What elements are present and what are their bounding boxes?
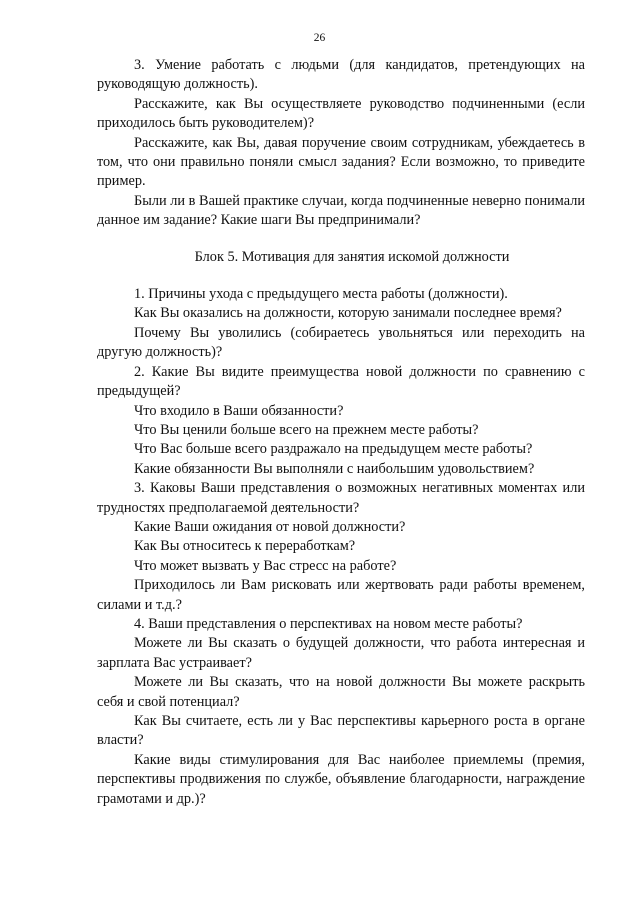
paragraph-item: 3. Каковы Ваши представления о возможных негативных моментах или трудностях предполагаемой деятельности? bbox=[97, 480, 585, 516]
paragraph-item: 4. Ваши представления о перспективах на новом месте работы? bbox=[134, 615, 523, 632]
spacer bbox=[97, 267, 585, 285]
document-body bbox=[97, 56, 585, 809]
paragraph-question: Как Вы относитесь к переработкам? bbox=[134, 538, 356, 555]
paragraph-question: Расскажите, как Вы осуществляете руководство подчиненными (если приходилось быть руководителем)? bbox=[97, 95, 585, 132]
paragraph-question: Как Вы оказались на должности, которую занимали последнее время? bbox=[134, 305, 562, 322]
paragraph-question: Как Вы считаете, есть ли у Вас перспективы карьерного роста в органе власти? bbox=[97, 713, 585, 749]
paragraph-question: Что может вызвать у Вас стресс на работе? bbox=[134, 557, 397, 574]
paragraph-question: Можете ли Вы сказать о будущей должности, что работа интересная и зарплата Вас устраивает? bbox=[97, 635, 585, 671]
paragraph-question: Почему Вы уволились (собираетесь увольняться или переходить на другую должность)? bbox=[97, 324, 585, 361]
paragraph-question: Что Вы ценили больше всего на прежнем месте работы? bbox=[134, 421, 479, 438]
paragraph-question: Какие виды стимулирования для Вас наиболее приемлемы (премия, перспективы продвижения по службе, объявление благодарности, награждение грамотами и др.)? bbox=[97, 751, 585, 807]
paragraph-skill-people: 3. Умение работать с людьми (для кандидатов, претендующих на руководящую должность). bbox=[97, 57, 585, 93]
paragraph-item: 2. Какие Вы видите преимущества новой должности по сравнению с предыдущей? bbox=[97, 363, 585, 400]
block-heading: Блок 5. Мотивация для занятия искомой должности bbox=[194, 248, 510, 265]
paragraph-question: Какие обязанности Вы выполняли с наибольшим удовольствием? bbox=[134, 460, 535, 477]
paragraph-question: Что входило в Ваши обязанности? bbox=[134, 402, 344, 419]
page-number: 26 bbox=[313, 32, 326, 44]
paragraph-question: Какие Ваши ожидания от новой должности? bbox=[134, 518, 406, 535]
paragraph-item: 1. Причины ухода с предыдущего места работы (должности). bbox=[134, 286, 508, 303]
paragraph-question: Были ли в Вашей практике случаи, когда подчиненные неверно понимали данное им задание? Какие шаги Вы предпринимали? bbox=[97, 192, 585, 229]
paragraph-question: Расскажите, как Вы, давая поручение своим сотрудникам, убеждаетесь в том, что они правильно поняли смысл задания? Если возможно, то приведите пример. bbox=[97, 134, 585, 190]
paragraph-question: Приходилось ли Вам рисковать или жертвовать ради работы временем, силами и т.д.? bbox=[97, 577, 585, 613]
spacer bbox=[97, 231, 585, 248]
paragraph-question: Можете ли Вы сказать, что на новой должности Вы можете раскрыть себя и свой потенциал? bbox=[97, 674, 585, 710]
paragraph-question: Что Вас больше всего раздражало на предыдущем месте работы? bbox=[134, 441, 533, 458]
